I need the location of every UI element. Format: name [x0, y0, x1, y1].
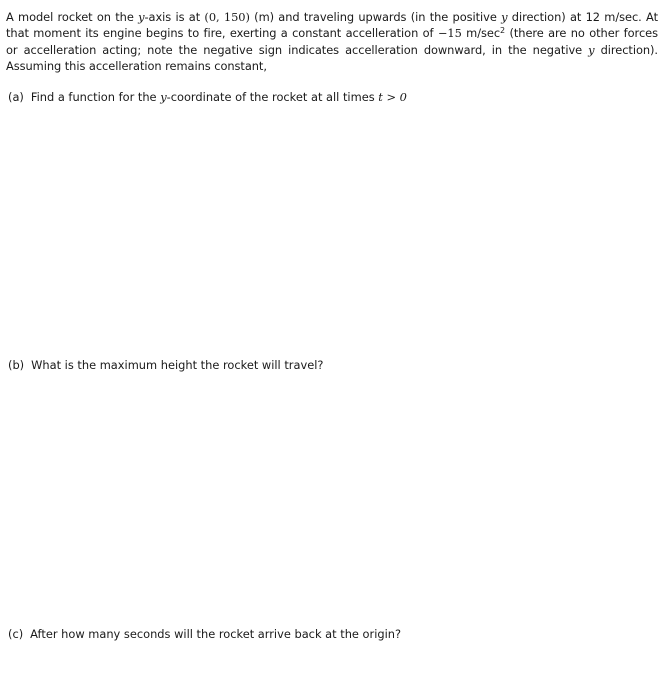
math-variable-y: y — [160, 90, 167, 104]
math-exponent: 2 — [500, 26, 506, 36]
question-text: -coordinate of the rocket at all times — [166, 90, 379, 104]
worksheet-page — [6, 0, 658, 700]
question-label: (c) — [8, 627, 24, 641]
math-variable-y: y — [138, 10, 145, 24]
intro-text: m/sec — [461, 26, 501, 41]
intro-text: direction) at 12 m/sec. At that moment its engine begins to fire, exerting a constant accelleration of — [6, 10, 658, 41]
intro-text: direction). Assuming this accelleration remains constant, — [6, 42, 659, 73]
question-b — [8, 357, 323, 373]
question-label: (a) — [8, 90, 24, 104]
math-variable-y: y — [588, 42, 595, 57]
intro-text: A model rocket on the — [6, 10, 139, 24]
question-label: (b) — [8, 358, 25, 372]
question-text: After how many seconds will the rocket arrive back at the origin? — [30, 627, 402, 641]
intro-text: -axis is at — [144, 10, 205, 24]
question-c — [8, 626, 401, 642]
math-acceleration-value: −15 — [437, 26, 462, 41]
intro-text: (there are no other forces or accelleration acting; note the negative sign indicates accelleration downward, in the negative — [6, 26, 658, 57]
intro-text: (m) and traveling upwards (in the positive — [249, 10, 502, 24]
question-text: What is the maximum height the rocket will travel? — [31, 358, 324, 372]
math-point: (0, 150) — [204, 10, 250, 24]
problem-statement — [6, 9, 658, 74]
math-variable-y: y — [501, 10, 508, 24]
question-text: Find a function for the — [30, 90, 161, 104]
math-condition: t > 0 — [378, 90, 407, 104]
question-a — [8, 89, 407, 105]
